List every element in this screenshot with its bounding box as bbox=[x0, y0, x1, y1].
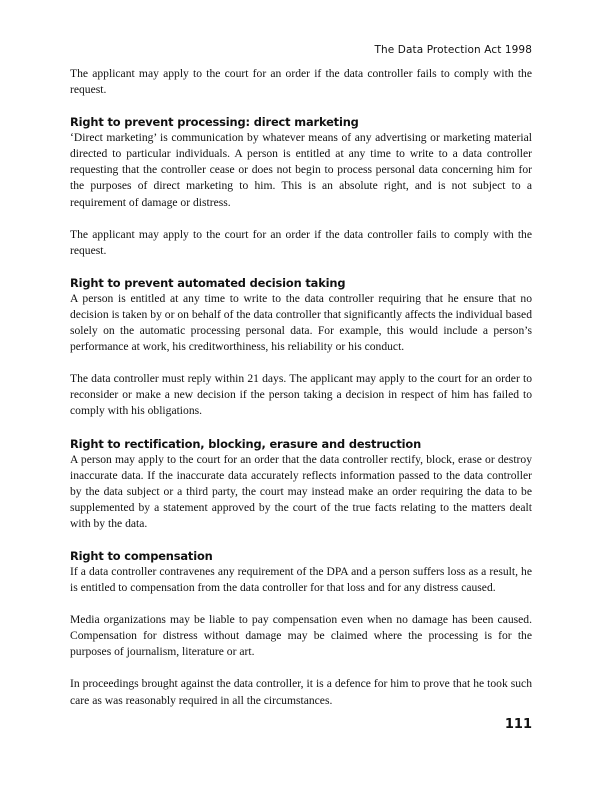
paragraph: In proceedings brought against the data controller, it is a defence for him to prove that he took such care as was reasonably required in all the circumstances. bbox=[70, 677, 532, 707]
running-head: The Data Protection Act 1998 bbox=[374, 44, 532, 56]
page-number: 111 bbox=[504, 716, 532, 732]
section-heading: Right to compensation bbox=[70, 548, 213, 563]
book-page bbox=[70, 44, 532, 732]
section-automated-decision bbox=[70, 276, 532, 420]
section-heading: Right to rectification, blocking, erasure and destruction bbox=[70, 436, 422, 451]
paragraph: A person is entitled at any time to write to the data controller requiring that he ensure that no decision is taken by or on behalf of the data controller that significantly affects the individual based solely on the automatic processing personal data. For example, this would include a person’s performance at work, his creditworthiness, his reliability or his conduct. bbox=[70, 291, 532, 354]
intro-paragraph: The applicant may apply to the court for an order if the data controller fails to comply with the request. bbox=[70, 67, 532, 97]
paragraph: If a data controller contravenes any requirement of the DPA and a person suffers loss as a result, he is entitled to compensation from the data controller for that loss and for any distress caused. bbox=[70, 564, 532, 595]
paragraph: ‘Direct marketing’ is communication by whatever means of any advertising or marketing material directed to particular individuals. A person is entitled at any time to write to a data controller requesting that the controller cease or does not begin to process personal data concerning him for the purposes of direct marketing to him. This is an absolute right, and is not subject to a requirement of damage or distress. bbox=[70, 131, 532, 209]
paragraph: The applicant may apply to the court for an order if the data controller fails to comply with the request. bbox=[70, 227, 532, 257]
paragraph: The data controller must reply within 21 days. The applicant may apply to the court for an order to reconsider or make a new decision if the person taking a decision in respect of him has failed to comply with his obligations. bbox=[70, 372, 532, 418]
section-rectification bbox=[70, 437, 532, 532]
paragraph: A person may apply to the court for an order that the data controller rectify, block, erase or destroy inaccurate data. If the inaccurate data accurately reflects information passed to the data controller by the data subject or a third party, the court may instead make an order requiring the data to be supplemented by a statement approved by the court of the true facts relating to the matters dealt with by the data. bbox=[70, 452, 532, 530]
section-heading: Right to prevent automated decision taking bbox=[70, 275, 346, 290]
paragraph: Media organizations may be liable to pay compensation even when no damage has been caused. Compensation for distress without damage may be claimed where the processing is for the purposes of journalism, literature or art. bbox=[70, 613, 532, 659]
section-heading: Right to prevent processing: direct marketing bbox=[70, 115, 359, 130]
section-compensation bbox=[70, 549, 532, 709]
section-direct-marketing bbox=[70, 115, 532, 259]
